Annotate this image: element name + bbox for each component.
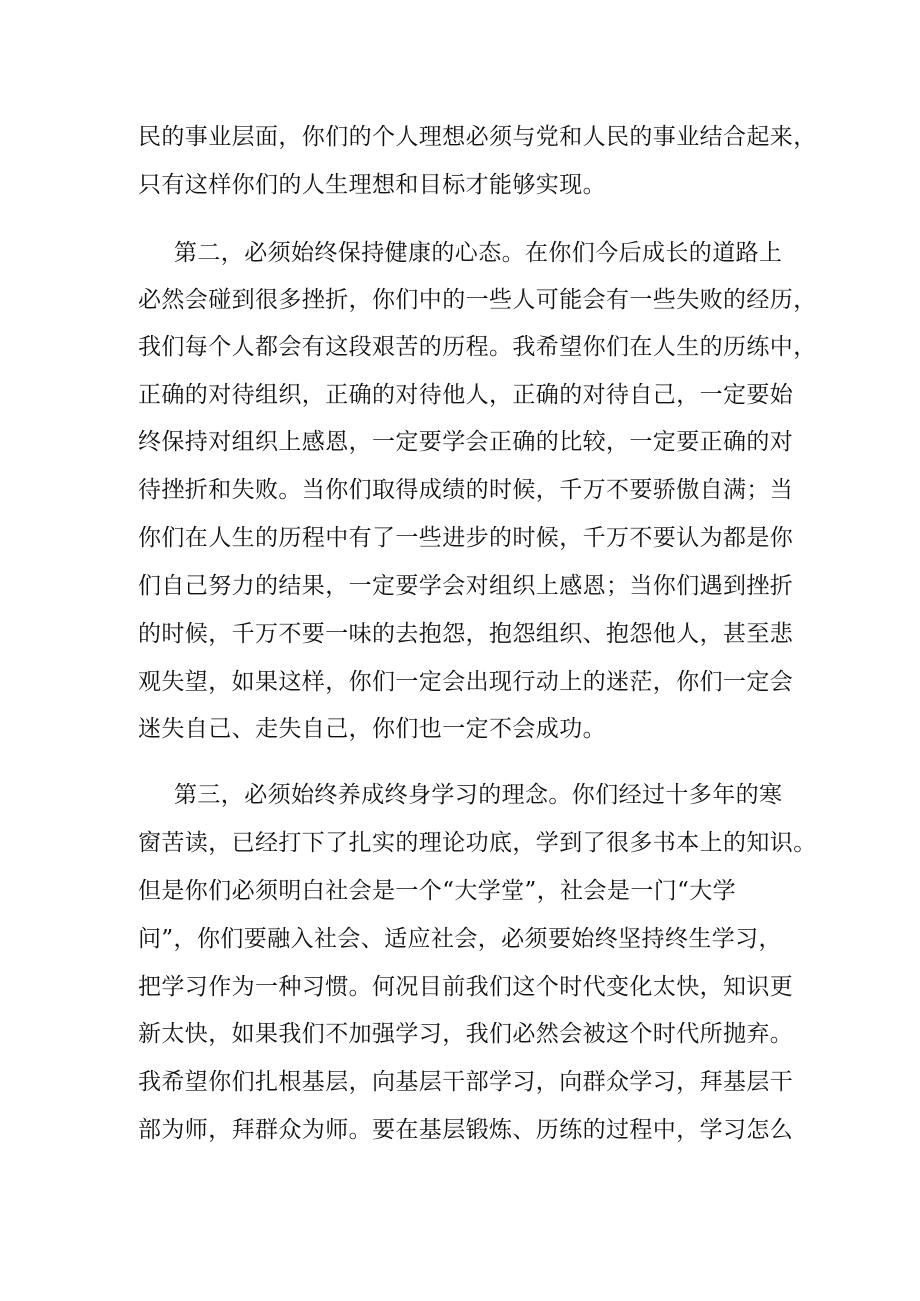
text-line: 把学习作为一种习惯。何况目前我们这个时代变化太快，知识更 bbox=[138, 974, 794, 1000]
text-line: 第二，必须始终保持健康的心态。在你们今后成长的道路上 bbox=[174, 240, 783, 266]
text-line: 只有这样你们的人生理想和目标才能够实现。 bbox=[138, 172, 606, 198]
text-line: 部为师，拜群众为师。要在基层锻炼、历练的过程中，学习怎么 bbox=[138, 1117, 794, 1143]
text-line: 窗苦读，已经打下了扎实的理论功底，学到了很多书本上的知识。 bbox=[138, 830, 817, 856]
text-line: 正确的对待组织，正确的对待他人，正确的对待自己，一定要始 bbox=[138, 382, 794, 408]
text-line: 待挫折和失败。当你们取得成绩的时候，千万不要骄傲自满；当 bbox=[138, 477, 794, 503]
text-line: 新太快，如果我们不加强学习，我们必然会被这个时代所抛弃。 bbox=[138, 1021, 794, 1047]
text-line: 必然会碰到很多挫折，你们中的一些人可能会有一些失败的经历， bbox=[138, 287, 817, 313]
text-line: 观失望，如果这样，你们一定会出现行动上的迷茫，你们一定会 bbox=[138, 669, 794, 695]
text-line: 们自己努力的结果，一定要学会对组织上感恩；当你们遇到挫折 bbox=[138, 573, 794, 599]
text-line: 你们在人生的历程中有了一些进步的时候，千万不要认为都是你 bbox=[138, 525, 794, 551]
text-line: 民的事业层面，你们的个人理想必须与党和人民的事业结合起来， bbox=[138, 124, 817, 150]
text-line: 终保持对组织上感恩，一定要学会正确的比较，一定要正确的对 bbox=[138, 429, 794, 455]
text-line: 的时候，千万不要一味的去抱怨，抱怨组织、抱怨他人，甚至悲 bbox=[138, 621, 794, 647]
text-line: 问”，你们要融入社会、适应社会，必须要始终坚持终生学习， bbox=[138, 926, 782, 952]
text-line: 我希望你们扎根基层，向基层干部学习，向群众学习，拜基层干 bbox=[138, 1069, 794, 1095]
text-line: 第三，必须始终养成终身学习的理念。你们经过十多年的寒 bbox=[174, 782, 783, 808]
text-line: 我们每个人都会有这段艰苦的历程。我希望你们在人生的历练中， bbox=[138, 334, 817, 360]
text-line: 迷失自己、走失自己，你们也一定不会成功。 bbox=[138, 716, 606, 742]
text-line: 但是你们必须明白社会是一个“大学堂”，社会是一门“大学 bbox=[138, 878, 737, 904]
